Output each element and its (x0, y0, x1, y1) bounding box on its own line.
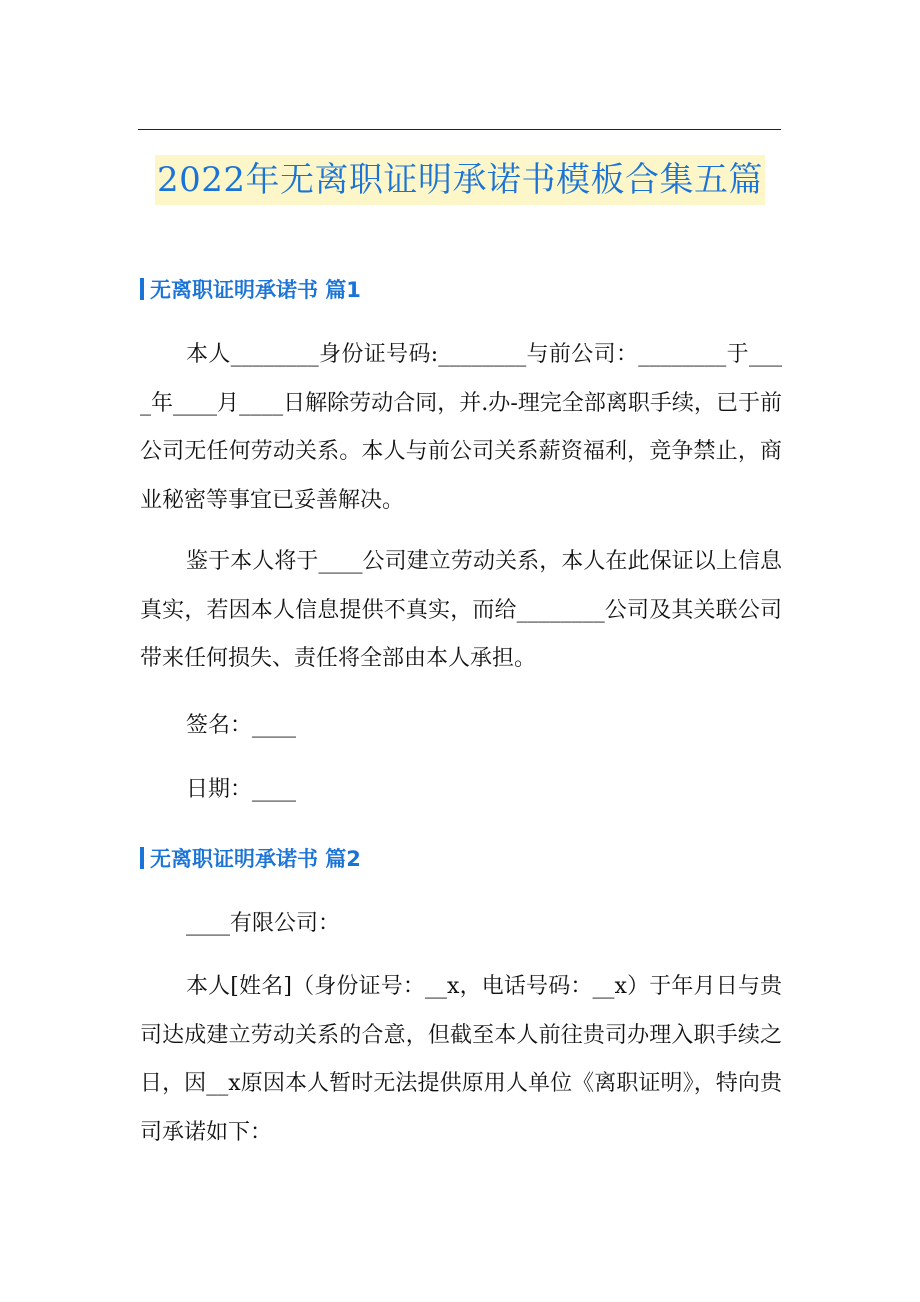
document-title (0, 155, 920, 205)
heading-bar-icon (140, 278, 144, 300)
section-1-paragraph-1: 本人________身份证号码:________与前公司：________于____年____月____日解除劳动合同，并.办-理完全部离职手续，已于前公司无任何劳动关系。本人与前公司关系薪资福利，竞争禁止，商业秘密等事宜已妥善解决。 (140, 342, 782, 513)
signature-line: 签名：____ (186, 713, 297, 738)
section-2-paragraph-2: 本人[姓名]（身份证号：__x，电话号码：__x）于年月日与贵司达成建立劳动关系的合意，但截至本人前往贵司办理入职手续之日，因__x原因本人暂时无法提供原用人单位《离职证明》，特向贵司承诺如下： (140, 974, 782, 1145)
date-line: 日期：____ (186, 777, 297, 802)
section-heading-1-text: 无离职证明承诺书 篇1 (150, 278, 361, 302)
section-2-paragraph-1: ____有限公司： (186, 911, 341, 936)
top-rule (138, 129, 781, 130)
section-heading-2 (140, 845, 361, 871)
section-heading-2-text: 无离职证明承诺书 篇2 (150, 847, 361, 871)
document-title-text: 2022年无离职证明承诺书模板合集五篇 (155, 155, 765, 205)
heading-bar-icon (140, 847, 144, 869)
section-heading-1 (140, 276, 361, 302)
section-1-paragraph-2: 鉴于本人将于____公司建立劳动关系，本人在此保证以上信息真实，若因本人信息提供不真实，而给________公司及其关联公司带来任何损失、责任将全部由本人承担。 (140, 549, 782, 671)
